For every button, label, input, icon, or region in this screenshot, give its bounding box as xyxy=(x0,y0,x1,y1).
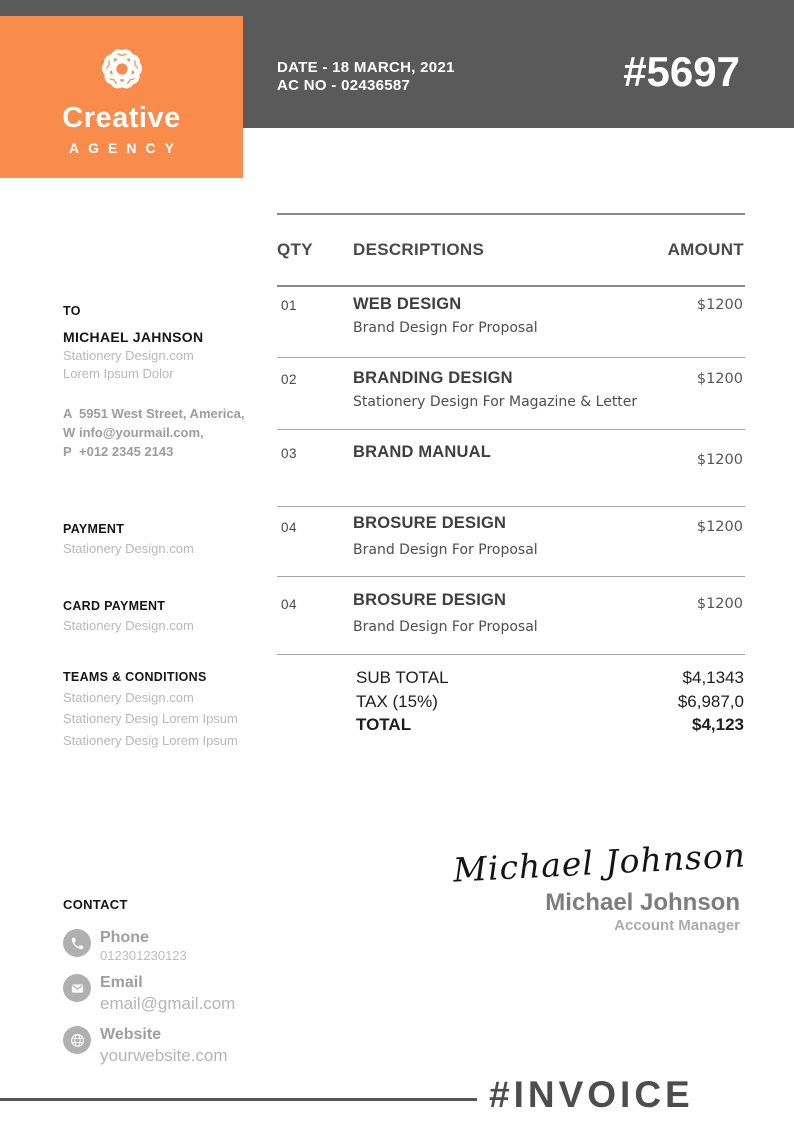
website-label: Website xyxy=(100,1026,162,1043)
row-rule xyxy=(277,429,745,430)
address-text: +012 2345 2143 xyxy=(79,444,174,459)
address-line xyxy=(63,404,244,423)
tax-value: $6,987,0 xyxy=(677,691,744,711)
total-value: $4,123 xyxy=(692,715,744,734)
payment-line: Stationery Design.com xyxy=(63,541,194,556)
item-subtitle: Brand Design For Proposal xyxy=(353,619,538,635)
qty-header: QTY xyxy=(277,240,313,259)
address-prefix: W xyxy=(63,425,76,440)
logo-name: Creative xyxy=(62,102,181,134)
item-title: BRAND MANUAL xyxy=(353,443,492,461)
item-subtitle: Brand Design For Proposal xyxy=(353,542,538,558)
logo-subtitle: AGENCY xyxy=(69,140,183,156)
item-amount: $1200 xyxy=(696,519,743,535)
item-qty: 01 xyxy=(281,298,298,313)
signature-script: Michael Johnson xyxy=(452,835,747,890)
contact-website xyxy=(63,1026,228,1066)
signatory-role: Account Manager xyxy=(614,917,740,934)
table-row xyxy=(277,295,745,336)
address-line xyxy=(63,442,244,461)
address-prefix: P xyxy=(63,444,72,459)
table-header-rule xyxy=(277,285,745,287)
terms-label: TEAMS & CONDITIONS xyxy=(63,670,207,684)
contact-phone xyxy=(63,929,187,963)
phone-icon xyxy=(63,929,91,957)
total-row xyxy=(277,715,745,739)
invoice-date: DATE - 18 MARCH, 2021 xyxy=(277,59,455,76)
invoice-number: #5697 xyxy=(623,48,740,95)
payment-label: PAYMENT xyxy=(63,522,125,536)
footer-rule xyxy=(0,1098,477,1101)
phone-label: Phone xyxy=(100,929,149,946)
totals-rule xyxy=(277,654,745,655)
item-subtitle: Brand Design For Proposal xyxy=(353,320,538,336)
row-rule xyxy=(277,576,745,577)
client-address xyxy=(63,404,244,461)
address-prefix: A xyxy=(63,406,73,421)
row-rule xyxy=(277,357,745,358)
tax-label: TAX (15%) xyxy=(356,691,438,711)
contact-label: CONTACT xyxy=(63,897,128,912)
email-label: Email xyxy=(100,974,143,991)
logo xyxy=(0,16,243,178)
card-payment-line: Stationery Design.com xyxy=(63,618,194,633)
card-payment-label: CARD PAYMENT xyxy=(63,599,166,613)
item-amount: $1200 xyxy=(696,452,743,468)
address-line xyxy=(63,423,244,442)
invoice-footer-title: #INVOICE xyxy=(489,1074,694,1115)
terms-line: Stationery Desig Lorem Ipsum xyxy=(63,711,238,726)
row-rule xyxy=(277,506,745,507)
item-title: BROSURE DESIGN xyxy=(353,591,507,609)
client-line1: Stationery Design.com xyxy=(63,348,194,363)
item-amount: $1200 xyxy=(696,596,743,612)
item-qty: 04 xyxy=(281,597,298,612)
item-qty: 02 xyxy=(281,372,298,387)
contact-email xyxy=(63,974,235,1014)
item-title: BROSURE DESIGN xyxy=(353,514,507,532)
table-row xyxy=(277,369,745,410)
table-row xyxy=(277,443,745,468)
address-text: info@yourmail.com, xyxy=(79,425,204,440)
subtotal-row xyxy=(277,668,745,692)
table-row xyxy=(277,514,745,558)
subtotal-value: $4,1343 xyxy=(682,668,744,687)
address-text: 5951 West Street, America, xyxy=(79,406,245,421)
table-top-rule xyxy=(277,213,745,215)
item-qty: 04 xyxy=(281,520,298,535)
header-meta xyxy=(277,59,455,95)
email-value: email@gmail.com xyxy=(100,994,236,1013)
terms-line: Stationery Desig Lorem Ipsum xyxy=(63,733,238,748)
amount-header: AMOUNT xyxy=(667,240,744,259)
account-number: AC NO - 02436587 xyxy=(277,77,411,94)
table-row xyxy=(277,591,745,635)
phone-value: 012301230123 xyxy=(100,948,187,963)
globe-icon xyxy=(63,1026,91,1054)
total-label: TOTAL xyxy=(356,715,412,734)
signatory-name: Michael Johnson xyxy=(545,889,740,916)
to-label: TO xyxy=(63,304,81,318)
flower-logo-icon xyxy=(91,38,153,100)
descriptions-header: DESCRIPTIONS xyxy=(353,240,485,259)
totals-block xyxy=(277,668,745,739)
item-amount: $1200 xyxy=(696,371,743,387)
subtotal-label: SUB TOTAL xyxy=(356,668,449,687)
item-qty: 03 xyxy=(281,446,298,461)
item-subtitle: Stationery Design For Magazine & Letter xyxy=(353,394,638,410)
website-value: yourwebsite.com xyxy=(100,1046,228,1065)
client-line2: Lorem Ipsum Dolor xyxy=(63,366,174,381)
email-icon xyxy=(63,974,91,1002)
item-title: BRANDING DESIGN xyxy=(353,369,513,387)
item-amount: $1200 xyxy=(696,297,743,313)
tax-row xyxy=(277,692,745,716)
client-name: MICHAEL JAHNSON xyxy=(63,329,204,345)
item-title: WEB DESIGN xyxy=(353,295,462,313)
terms-line: Stationery Design.com xyxy=(63,690,194,705)
